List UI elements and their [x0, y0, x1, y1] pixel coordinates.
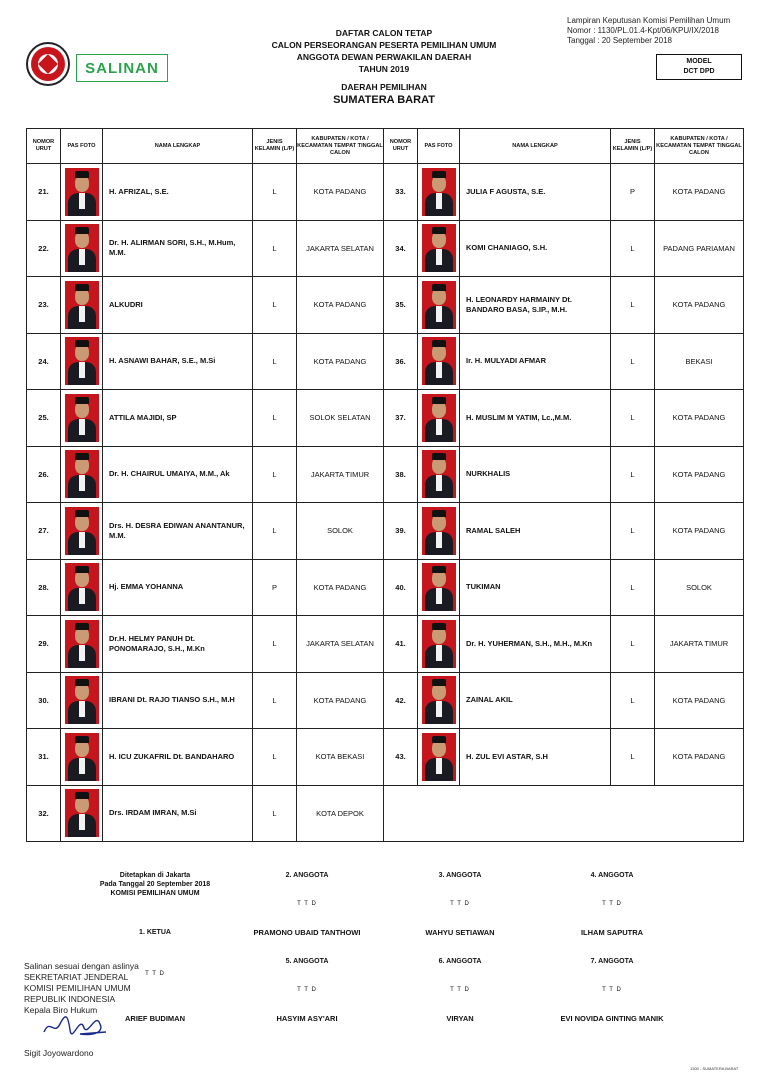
candidate-gender: L [253, 729, 297, 786]
candidate-number: 31. [27, 729, 61, 786]
candidate-photo [422, 168, 456, 216]
member-label: 2. ANGGOTA [285, 872, 329, 879]
table-row [27, 390, 744, 447]
candidate-residence: KOTA PADANG [655, 446, 744, 503]
candidate-gender: L [253, 672, 297, 729]
candidate-name: H. AFRIZAL, S.E. [103, 164, 253, 221]
page-code: 1300 - SUMATERA BARAT [690, 1066, 739, 1071]
candidate-photo-cell [61, 616, 103, 673]
table-header-row [27, 129, 744, 164]
candidate-number: 28. [27, 559, 61, 616]
header-no: NOMOR URUT [27, 129, 61, 164]
copy-line: Kepala Biro Hukum [24, 1005, 98, 1015]
header-no: NOMOR URUT [384, 129, 418, 164]
candidate-residence: SOLOK SELATAN [297, 390, 384, 447]
candidate-residence: KOTA PADANG [297, 672, 384, 729]
member-label: 5. ANGGOTA [285, 958, 329, 965]
candidate-residence: KOTA PADANG [297, 333, 384, 390]
candidate-gender: L [611, 672, 655, 729]
candidate-name: Ir. H. MULYADI AFMAR [460, 333, 611, 390]
table-row [27, 277, 744, 334]
ditetapkan-line: KOMISI PEMILIHAN UMUM [110, 890, 200, 897]
candidate-number: 33. [384, 164, 418, 221]
candidate-number: 24. [27, 333, 61, 390]
candidate-number: 42. [384, 672, 418, 729]
table-body [27, 164, 744, 842]
candidate-residence: JAKARTA SELATAN [297, 220, 384, 277]
candidate-residence: KOTA PADANG [297, 164, 384, 221]
member-label: 4. ANGGOTA [590, 872, 634, 879]
ttd-mark: T T D [297, 901, 317, 907]
candidate-photo [65, 450, 99, 498]
header-gender: JENIS KELAMIN (L/P) [253, 129, 297, 164]
candidate-photo-cell [61, 220, 103, 277]
table-row [27, 503, 744, 560]
candidate-name: H. ASNAWI BAHAR, S.E., M.Si [103, 333, 253, 390]
candidate-photo-cell [61, 559, 103, 616]
candidate-photo [65, 789, 99, 837]
ttd-mark: T T D [602, 987, 622, 993]
header-kab: KABUPATEN / KOTA / KECAMATAN TEMPAT TINGGAL CALON [655, 129, 744, 164]
lampiran-line: Lampiran Keputusan Komisi Pemilihan Umum [567, 16, 731, 25]
candidate-name: Dr.H. HELMY PANUH Dt. PONOMARAJO, S.H., M.Kn [103, 616, 253, 673]
candidate-number: 25. [27, 390, 61, 447]
candidate-gender: L [611, 559, 655, 616]
candidate-photo-cell [61, 333, 103, 390]
candidate-gender: L [611, 333, 655, 390]
candidate-photo-cell [418, 446, 460, 503]
candidate-gender: L [611, 616, 655, 673]
header-photo: PAS FOTO [418, 129, 460, 164]
table-row [27, 220, 744, 277]
candidate-number: 21. [27, 164, 61, 221]
candidate-residence: KOTA PADANG [655, 729, 744, 786]
candidate-name: H. ZUL EVI ASTAR, S.H [460, 729, 611, 786]
candidate-photo [65, 394, 99, 442]
candidate-number: 37. [384, 390, 418, 447]
candidate-name: ALKUDRI [103, 277, 253, 334]
ttd-mark: T T D [450, 987, 470, 993]
candidate-photo [65, 224, 99, 272]
table-row [27, 559, 744, 616]
title-line: DAFTAR CALON TETAP [335, 28, 433, 38]
candidate-photo [65, 563, 99, 611]
candidate-residence: KOTA BEKASI [297, 729, 384, 786]
candidate-name: H. MUSLIM M YATIM, Lc.,M.M. [460, 390, 611, 447]
candidate-photo-cell [61, 503, 103, 560]
candidate-name: Dr. H. CHAIRUL UMAIYA, M.M., Ak [103, 446, 253, 503]
candidate-name: TUKIMAN [460, 559, 611, 616]
candidate-gender: L [611, 446, 655, 503]
candidate-photo [422, 620, 456, 668]
candidate-number: 29. [27, 616, 61, 673]
copy-line: Salinan sesuai dengan aslinya [24, 961, 139, 971]
handwritten-signature [40, 1006, 110, 1042]
candidate-photo [65, 676, 99, 724]
candidate-gender: L [253, 446, 297, 503]
candidate-photo [422, 563, 456, 611]
region-name: SUMATERA BARAT [333, 94, 435, 106]
model-line: DCT DPD [683, 68, 715, 75]
candidate-photo-cell [418, 277, 460, 334]
member-name: ILHAM SAPUTRA [580, 928, 644, 937]
candidate-photo [422, 281, 456, 329]
member-label: 6. ANGGOTA [438, 958, 482, 965]
member-label: 3. ANGGOTA [438, 872, 482, 879]
candidate-residence: KOTA PADANG [297, 559, 384, 616]
candidate-number: 32. [27, 785, 61, 842]
candidate-photo [65, 620, 99, 668]
candidate-number: 34. [384, 220, 418, 277]
candidate-photo [65, 168, 99, 216]
candidate-photo-cell [418, 390, 460, 447]
table-row [27, 446, 744, 503]
ttd-mark: T T D [450, 901, 470, 907]
table-row [27, 785, 744, 842]
title-line: ANGGOTA DEWAN PERWAKILAN DAERAH [296, 52, 472, 62]
candidate-name: KOMI CHANIAGO, S.H. [460, 220, 611, 277]
candidate-residence: PADANG PARIAMAN [655, 220, 744, 277]
ditetapkan-line: Pada Tanggal 20 September 2018 [99, 881, 211, 888]
member-label: 7. ANGGOTA [590, 958, 634, 965]
candidate-gender: L [611, 503, 655, 560]
candidate-photo-cell [418, 164, 460, 221]
candidate-photo [65, 281, 99, 329]
candidate-photo [422, 224, 456, 272]
candidate-gender: L [253, 333, 297, 390]
empty-cell [384, 785, 744, 842]
candidate-gender: L [253, 164, 297, 221]
candidate-number: 43. [384, 729, 418, 786]
candidate-table [26, 128, 744, 842]
lampiran-line: Tanggal : 20 September 2018 [567, 36, 672, 45]
kpu-logo [26, 42, 70, 86]
candidate-number: 30. [27, 672, 61, 729]
member-name: WAHYU SETIAWAN [425, 928, 495, 937]
header-photo: PAS FOTO [61, 129, 103, 164]
title-line: TAHUN 2019 [358, 64, 410, 74]
ditetapkan-block [60, 871, 250, 898]
candidate-number: 35. [384, 277, 418, 334]
candidate-photo [422, 676, 456, 724]
candidate-photo-cell [61, 277, 103, 334]
candidate-residence: JAKARTA TIMUR [297, 446, 384, 503]
candidate-photo-cell [418, 220, 460, 277]
candidate-photo-cell [418, 729, 460, 786]
copy-line: SEKRETARIAT JENDERAL [24, 972, 129, 982]
candidate-gender: P [253, 559, 297, 616]
candidate-residence: JAKARTA SELATAN [297, 616, 384, 673]
title-line: CALON PERSEORANGAN PESERTA PEMILIHAN UMUM [271, 40, 497, 50]
candidate-photo-cell [418, 333, 460, 390]
candidate-name: H. ICU ZUKAFRIL Dt. BANDAHARO [103, 729, 253, 786]
candidate-photo-cell [61, 446, 103, 503]
candidate-photo-cell [418, 559, 460, 616]
candidate-name: JULIA F AGUSTA, S.E. [460, 164, 611, 221]
candidate-gender: L [253, 785, 297, 842]
model-line: MODEL [686, 58, 712, 65]
member-name: HASYIM ASY'ARI [276, 1014, 338, 1023]
candidate-photo [422, 337, 456, 385]
candidate-gender: L [253, 220, 297, 277]
salinan-stamp: SALINAN [76, 54, 168, 82]
candidate-name: Drs. IRDAM IMRAN, M.Si [103, 785, 253, 842]
copy-line: REPUBLIK INDONESIA [24, 994, 116, 1004]
table-row [27, 672, 744, 729]
ketua-label: 1. KETUA [139, 929, 171, 936]
ketua-name: ARIEF BUDIMAN [125, 1014, 185, 1023]
header-name: NAMA LENGKAP [460, 129, 611, 164]
member-name: EVI NOVIDA GINTING MANIK [560, 1014, 664, 1023]
candidate-residence: KOTA PADANG [297, 277, 384, 334]
candidate-number: 26. [27, 446, 61, 503]
candidate-number: 23. [27, 277, 61, 334]
table-row [27, 616, 744, 673]
member-name: PRAMONO UBAID TANTHOWI [253, 928, 361, 937]
candidate-name: H. LEONARDY HARMAINY Dt. BANDARO BASA, S.IP., M.H. [460, 277, 611, 334]
candidate-name: Dr. H. YUHERMAN, S.H., M.H., M.Kn [460, 616, 611, 673]
header-name: NAMA LENGKAP [103, 129, 253, 164]
candidate-photo [422, 450, 456, 498]
candidate-photo [65, 733, 99, 781]
candidate-gender: L [253, 503, 297, 560]
candidate-photo-cell [61, 785, 103, 842]
candidate-name: IBRANI Dt. RAJO TIANSO S.H., M.H [103, 672, 253, 729]
candidate-photo-cell [61, 672, 103, 729]
candidate-number: 22. [27, 220, 61, 277]
table-row [27, 333, 744, 390]
candidate-residence: KOTA PADANG [655, 164, 744, 221]
header-kab: KABUPATEN / KOTA / KECAMATAN TEMPAT TINGGAL CALON [297, 129, 384, 164]
candidate-residence: KOTA PADANG [655, 503, 744, 560]
ditetapkan-line: Ditetapkan di Jakarta [119, 872, 191, 879]
candidate-photo [422, 507, 456, 555]
candidate-number: 39. [384, 503, 418, 560]
region-label: DAERAH PEMILIHAN [341, 82, 427, 92]
electoral-region [200, 82, 568, 106]
table-row [27, 164, 744, 221]
candidate-name: NURKHALIS [460, 446, 611, 503]
candidate-gender: L [611, 277, 655, 334]
candidate-gender: L [611, 220, 655, 277]
document-title [200, 27, 568, 75]
candidate-number: 36. [384, 333, 418, 390]
candidate-residence: KOTA PADANG [655, 277, 744, 334]
header-gender: JENIS KELAMIN (L/P) [611, 129, 655, 164]
candidate-number: 41. [384, 616, 418, 673]
candidate-photo-cell [418, 672, 460, 729]
candidate-photo [65, 337, 99, 385]
candidate-gender: L [253, 277, 297, 334]
candidate-gender: L [253, 390, 297, 447]
candidate-number: 40. [384, 559, 418, 616]
candidate-name: Hj. EMMA YOHANNA [103, 559, 253, 616]
candidate-residence: KOTA PADANG [655, 390, 744, 447]
signer-name: Sigit Joyowardono [24, 1048, 94, 1058]
candidate-name: ZAINAL AKIL [460, 672, 611, 729]
candidate-residence: SOLOK [297, 503, 384, 560]
candidate-gender: P [611, 164, 655, 221]
candidate-photo [422, 394, 456, 442]
candidate-name: RAMAL SALEH [460, 503, 611, 560]
candidate-photo-cell [418, 503, 460, 560]
model-box [656, 54, 742, 80]
candidate-residence: BEKASI [655, 333, 744, 390]
member-name: VIRYAN [446, 1014, 474, 1023]
candidate-gender: L [611, 729, 655, 786]
ttd-mark: T T D [297, 987, 317, 993]
candidate-residence: KOTA PADANG [655, 672, 744, 729]
lampiran-line: Nomor : 1130/PL.01.4-Kpt/06/KPU/IX/2018 [567, 26, 719, 35]
candidate-photo-cell [61, 164, 103, 221]
candidate-residence: JAKARTA TIMUR [655, 616, 744, 673]
ttd-mark: T T D [602, 901, 622, 907]
candidate-gender: L [253, 616, 297, 673]
candidate-name: ATTILA MAJIDI, SP [103, 390, 253, 447]
candidate-gender: L [611, 390, 655, 447]
table-row [27, 729, 744, 786]
ttd-mark: T T D [145, 971, 165, 977]
candidate-photo [422, 733, 456, 781]
candidate-photo [65, 507, 99, 555]
candidate-photo-cell [61, 390, 103, 447]
candidate-name: Dr. H. ALIRMAN SORI, S.H., M.Hum, M.M. [103, 220, 253, 277]
candidate-number: 38. [384, 446, 418, 503]
candidate-photo-cell [418, 616, 460, 673]
candidate-photo-cell [61, 729, 103, 786]
copy-line: KOMISI PEMILIHAN UMUM [24, 983, 131, 993]
candidate-number: 27. [27, 503, 61, 560]
candidate-residence: SOLOK [655, 559, 744, 616]
candidate-residence: KOTA DEPOK [297, 785, 384, 842]
candidate-name: Drs. H. DESRA EDIWAN ANANTANUR, M.M. [103, 503, 253, 560]
lampiran-block [567, 16, 730, 46]
